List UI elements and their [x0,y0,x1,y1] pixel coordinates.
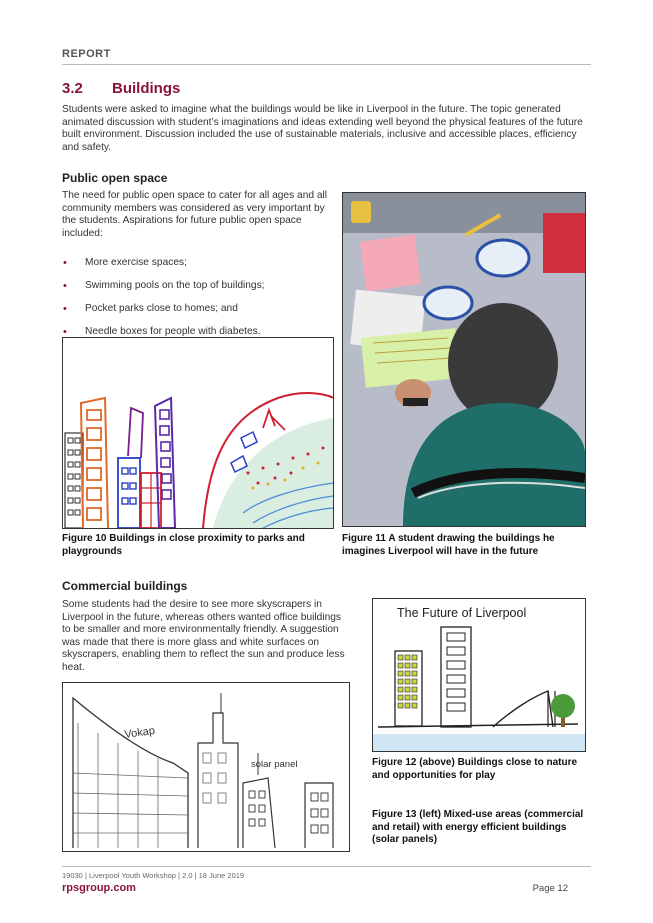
public-space-heading: Public open space [62,171,168,185]
public-space-list [62,257,337,349]
section-heading [62,80,180,97]
commercial-paragraph: Some students had the desire to see more skyscrapers in Liverpool in the future, whereas others wanted office buildings to be smaller and more environmentally friendly. A suggestion was made that there is more glass and white surfaces on skyscrapers, enabling them to reflect the sun and produce less heat. [62,599,345,673]
drawing-label: solar panel [251,759,298,770]
list-item: • Needle boxes for people with diabetes. [62,326,337,338]
figure-12-drawing [372,598,586,752]
student-drawing-photo [343,193,585,526]
drawing-title: The Future of Liverpool [397,606,527,620]
future-of-liverpool-drawing [373,599,585,751]
list-item: • Swimming pools on the top of buildings; [62,280,337,292]
section-title: Buildings [112,80,181,97]
figure-13-caption: Figure 13 (left) Mixed-use areas (commercial and retail) with energy efficient buildings (solar panels) [372,809,584,845]
figure-11-caption: Figure 11 A student drawing the buildings he imagines Liverpool will have in the future [342,533,555,557]
report-label: REPORT [62,48,111,60]
list-item: • More exercise spaces; [62,257,337,269]
figure-12-caption: Figure 12 (above) Buildings close to nature and opportunities for play [372,757,578,781]
footer-rule [62,866,591,867]
figure-13-drawing [62,682,350,852]
figure-11-photo [342,192,586,527]
section-number: 3.2 [62,80,83,97]
footer-meta: 19030 | Liverpool Youth Workshop | 2.0 | 18 June 2019 [62,871,245,880]
public-space-paragraph: The need for public open space to cater for all ages and all community members was considered as very important by the students. Aspirations for future public open space included: [62,190,328,239]
header-rule [62,64,591,65]
footer-brand-link[interactable]: rpsgroup.com [62,882,136,894]
mixed-use-buildings-drawing [63,683,349,851]
list-item: • Pocket parks close to homes; and [62,303,337,315]
intro-paragraph: Students were asked to imagine what the buildings would be like in Liverpool in the future. The topic generated animated discussion with student’s imaginations and ideas extending well beyond the physical features of the future built environment. Discussion included the use of sustainable materials, inclusive and accessible places, efficiency and safety. [62,104,583,153]
commercial-heading: Commercial buildings [62,579,188,593]
page-number: Page 12 [532,883,568,894]
buildings-park-drawing [63,338,333,528]
drawing-label: Vokap [123,724,156,741]
figure-10-caption: Figure 10 Buildings in close proximity to parks and playgrounds [62,533,305,557]
figure-10-drawing [62,337,334,529]
